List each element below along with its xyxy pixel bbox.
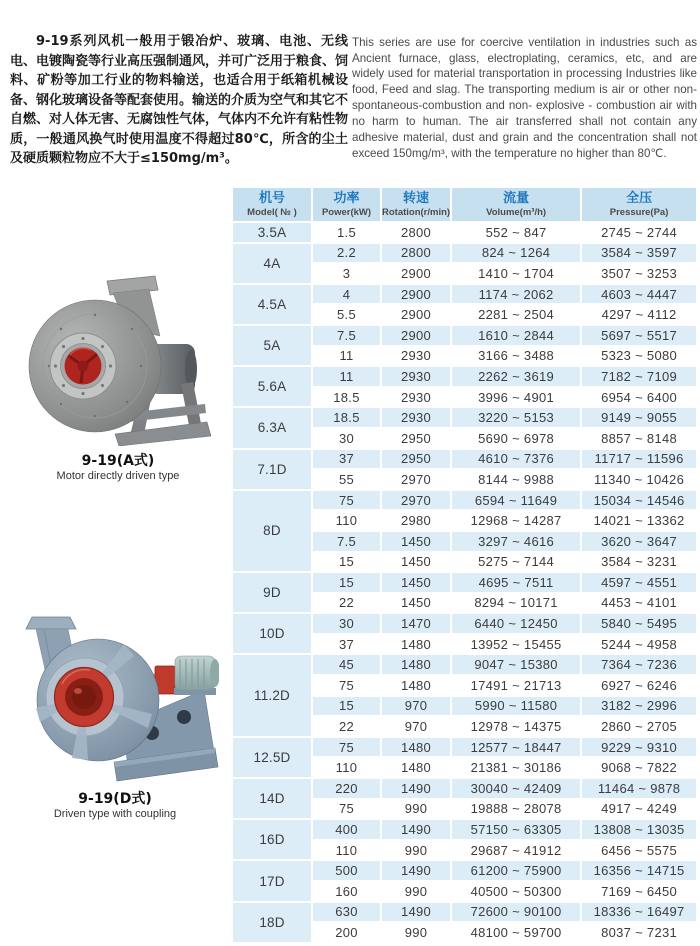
rotation-cell: 2900 (382, 285, 450, 304)
rotation-cell: 2970 (382, 491, 450, 510)
rotation-cell: 2980 (382, 511, 450, 530)
power-cell: 11 (313, 347, 380, 366)
volume-cell: 19888 ~ 28078 (452, 800, 580, 819)
fan-d-type-caption: Driven type with coupling (53, 808, 177, 820)
power-cell: 5.5 (313, 305, 380, 324)
col-header-model-zh: 机号 (258, 191, 285, 206)
power-cell: 22 (313, 717, 380, 736)
power-cell: 15 (313, 697, 380, 716)
fan-type-d-illustration (12, 614, 219, 784)
col-header-power-zh: 功率 (333, 191, 360, 206)
fan-d-model-caption: 9-19(D式) (78, 791, 152, 807)
power-cell: 55 (313, 470, 380, 489)
rotation-cell: 2900 (382, 264, 450, 283)
pressure-cell: 8037 ~ 7231 (582, 923, 696, 942)
col-header-pressure-en: Pressure(Pa) (609, 207, 669, 218)
power-cell: 15 (313, 553, 380, 572)
rotation-cell: 1480 (382, 676, 450, 695)
pressure-cell: 7364 ~ 7236 (582, 655, 696, 674)
power-cell: 18.5 (313, 388, 380, 407)
pressure-cell: 3507 ~ 3253 (582, 264, 696, 283)
rotation-cell: 1490 (382, 903, 450, 922)
fan-type-a-illustration (23, 274, 213, 446)
model-cell: 18D (233, 903, 311, 942)
rotation-cell: 1450 (382, 532, 450, 551)
col-header-rotation (382, 188, 450, 221)
model-cell: 5.6A (233, 367, 311, 406)
col-header-power-en: Power(kW) (321, 207, 372, 218)
rotation-cell: 2900 (382, 305, 450, 324)
volume-cell: 6440 ~ 12450 (452, 614, 580, 633)
power-cell: 30 (313, 614, 380, 633)
model-cell: 4.5A (233, 285, 311, 324)
col-header-volume-zh: 流量 (503, 191, 530, 206)
pressure-cell: 2745 ~ 2744 (582, 223, 696, 242)
model-cell: 7.1D (233, 450, 311, 489)
model-cell: 17D (233, 861, 311, 900)
power-cell: 160 (313, 882, 380, 901)
model-cell: 10D (233, 614, 311, 653)
pressure-cell: 3182 ~ 2996 (582, 697, 696, 716)
intro-paragraph-chinese: 9-19系列风机一般用于锻冶炉、玻璃、电池、无线电、电镀陶瓷等行业高压强制通风，并可广泛用于粮食、饲料、矿粉等加工行业的物料输送，也适合用于纸箱机械设备、钢化玻璃设备等配套使用。输送的介质为空气和其它不自燃、对人体无害、无腐蚀性气体，气体内不允许有粘性物质，一般通风换气时使用温度不得超过80℃，所含的尘土及硬质颗粒物应不大于≤150mg/m³。 (10, 34, 349, 166)
model-cell: 3.5A (233, 223, 311, 242)
power-cell: 30 (313, 429, 380, 448)
pressure-cell: 3584 ~ 3231 (582, 553, 696, 572)
power-cell: 18.5 (313, 408, 380, 427)
table-row (233, 779, 696, 798)
pressure-cell: 4297 ~ 4112 (582, 305, 696, 324)
volume-cell: 12577 ~ 18447 (452, 738, 580, 757)
rotation-cell: 2950 (382, 450, 450, 469)
table-row (233, 820, 696, 839)
power-cell: 7.5 (313, 532, 380, 551)
volume-cell: 8294 ~ 10171 (452, 594, 580, 613)
volume-cell: 5275 ~ 7144 (452, 553, 580, 572)
volume-cell: 13952 ~ 15455 (452, 635, 580, 654)
model-cell: 14D (233, 779, 311, 818)
pressure-cell: 14021 ~ 13362 (582, 511, 696, 530)
volume-cell: 12968 ~ 14287 (452, 511, 580, 530)
power-cell: 110 (313, 511, 380, 530)
power-cell: 45 (313, 655, 380, 674)
volume-cell: 1410 ~ 1704 (452, 264, 580, 283)
model-cell: 6.3A (233, 408, 311, 447)
rotation-cell: 2930 (382, 388, 450, 407)
col-header-model-en: Model( № ) (247, 207, 297, 218)
col-header-pressure-zh: 全压 (626, 191, 653, 206)
rotation-cell: 2930 (382, 347, 450, 366)
rotation-cell: 2970 (382, 470, 450, 489)
rotation-cell: 1480 (382, 635, 450, 654)
pressure-cell: 11340 ~ 10426 (582, 470, 696, 489)
rotation-cell: 1490 (382, 820, 450, 839)
table-row (233, 450, 696, 469)
volume-cell: 29687 ~ 41912 (452, 841, 580, 860)
volume-cell: 1174 ~ 2062 (452, 285, 580, 304)
rotation-cell: 1450 (382, 553, 450, 572)
pressure-cell: 16356 ~ 14715 (582, 861, 696, 880)
rotation-cell: 2900 (382, 326, 450, 345)
volume-cell: 5990 ~ 11580 (452, 697, 580, 716)
product-figure-type-d (6, 614, 224, 821)
rotation-cell: 2800 (382, 244, 450, 263)
volume-cell: 61200 ~ 75900 (452, 861, 580, 880)
volume-cell: 552 ~ 847 (452, 223, 580, 242)
product-figure-type-a (12, 274, 224, 483)
table-row (233, 491, 696, 510)
rotation-cell: 2950 (382, 429, 450, 448)
rotation-cell: 2930 (382, 367, 450, 386)
col-header-volume (452, 188, 580, 221)
volume-cell: 30040 ~ 42409 (452, 779, 580, 798)
volume-cell: 2281 ~ 2504 (452, 305, 580, 324)
volume-cell: 6594 ~ 11649 (452, 491, 580, 510)
pressure-cell: 5244 ~ 4958 (582, 635, 696, 654)
model-cell: 11.2D (233, 655, 311, 735)
volume-cell: 4695 ~ 7511 (452, 573, 580, 592)
volume-cell: 3297 ~ 4616 (452, 532, 580, 551)
volume-cell: 2262 ~ 3619 (452, 367, 580, 386)
pressure-cell: 9068 ~ 7822 (582, 758, 696, 777)
pressure-cell: 4603 ~ 4447 (582, 285, 696, 304)
col-header-power (313, 188, 380, 221)
table-row (233, 367, 696, 386)
rotation-cell: 1450 (382, 594, 450, 613)
power-cell: 22 (313, 594, 380, 613)
volume-cell: 72600 ~ 90100 (452, 903, 580, 922)
volume-cell: 9047 ~ 15380 (452, 655, 580, 674)
model-cell: 5A (233, 326, 311, 365)
volume-cell: 57150 ~ 63305 (452, 820, 580, 839)
pressure-cell: 6456 ~ 5575 (582, 841, 696, 860)
pressure-cell: 6954 ~ 6400 (582, 388, 696, 407)
table-header-row (233, 188, 696, 221)
volume-cell: 3166 ~ 3488 (452, 347, 580, 366)
pressure-cell: 3620 ~ 3647 (582, 532, 696, 551)
model-cell: 12.5D (233, 738, 311, 777)
power-cell: 500 (313, 861, 380, 880)
fan-a-type-caption: Motor directly driven type (56, 470, 180, 482)
volume-cell: 8144 ~ 9988 (452, 470, 580, 489)
power-cell: 75 (313, 738, 380, 757)
rotation-cell: 990 (382, 841, 450, 860)
rotation-cell: 1490 (382, 779, 450, 798)
pressure-cell: 3584 ~ 3597 (582, 244, 696, 263)
power-cell: 630 (313, 903, 380, 922)
power-cell: 400 (313, 820, 380, 839)
rotation-cell: 1480 (382, 738, 450, 757)
table-row (233, 408, 696, 427)
volume-cell: 21381 ~ 30186 (452, 758, 580, 777)
power-cell: 37 (313, 635, 380, 654)
power-cell: 220 (313, 779, 380, 798)
pressure-cell: 2860 ~ 2705 (582, 717, 696, 736)
volume-cell: 824 ~ 1264 (452, 244, 580, 263)
volume-cell: 4610 ~ 7376 (452, 450, 580, 469)
pressure-cell: 4597 ~ 4551 (582, 573, 696, 592)
table-row (233, 223, 696, 242)
pressure-cell: 4917 ~ 4249 (582, 800, 696, 819)
volume-cell: 40500 ~ 50300 (452, 882, 580, 901)
pressure-cell: 5697 ~ 5517 (582, 326, 696, 345)
rotation-cell: 1480 (382, 758, 450, 777)
rotation-cell: 1470 (382, 614, 450, 633)
pressure-cell: 4453 ~ 4101 (582, 594, 696, 613)
fan-a-model-caption: 9-19(A式) (81, 453, 155, 469)
power-cell: 200 (313, 923, 380, 942)
power-cell: 75 (313, 676, 380, 695)
power-cell: 1.5 (313, 223, 380, 242)
rotation-cell: 2800 (382, 223, 450, 242)
pressure-cell: 11464 ~ 9878 (582, 779, 696, 798)
table-row (233, 861, 696, 880)
power-cell: 15 (313, 573, 380, 592)
col-header-model (233, 188, 311, 221)
rotation-cell: 1450 (382, 573, 450, 592)
pressure-cell: 5840 ~ 5495 (582, 614, 696, 633)
table-row (233, 903, 696, 922)
table-row (233, 244, 696, 263)
spec-table (231, 186, 698, 944)
spec-table-body (233, 223, 696, 942)
pressure-cell: 7182 ~ 7109 (582, 367, 696, 386)
volume-cell: 1610 ~ 2844 (452, 326, 580, 345)
rotation-cell: 1490 (382, 861, 450, 880)
pressure-cell: 9229 ~ 9310 (582, 738, 696, 757)
power-cell: 75 (313, 491, 380, 510)
pressure-cell: 7169 ~ 6450 (582, 882, 696, 901)
table-row (233, 573, 696, 592)
model-cell: 16D (233, 820, 311, 859)
col-header-rotation-en: Rotation(r/min) (382, 207, 451, 218)
table-row (233, 285, 696, 304)
model-cell: 9D (233, 573, 311, 612)
table-row (233, 326, 696, 345)
volume-cell: 48100 ~ 59700 (452, 923, 580, 942)
pressure-cell: 8857 ~ 8148 (582, 429, 696, 448)
table-row (233, 738, 696, 757)
model-cell: 4A (233, 244, 311, 283)
volume-cell: 12978 ~ 14375 (452, 717, 580, 736)
intro-paragraph-english: This series are use for coercive ventilation in industries such as Ancient furnace, glass, electroplating, ceramics, etc, and are widely used for material transportation in processing Industries like food, Feed and slag. The transporting medium is air or other non-spontaneous-combustion and non- explosive - combustion air with no harm to human. The air transferred shall not contain any adhesive material, dust and grain and the concentration shall not exceed 150mg/m³, with the temperature no higher than 80℃. (352, 35, 697, 160)
rotation-cell: 2930 (382, 408, 450, 427)
table-row (233, 614, 696, 633)
rotation-cell: 990 (382, 800, 450, 819)
power-cell: 2.2 (313, 244, 380, 263)
pressure-cell: 15034 ~ 14546 (582, 491, 696, 510)
rotation-cell: 990 (382, 923, 450, 942)
volume-cell: 5690 ~ 6978 (452, 429, 580, 448)
col-header-rotation-zh: 转速 (403, 191, 430, 206)
power-cell: 11 (313, 367, 380, 386)
power-cell: 4 (313, 285, 380, 304)
model-cell: 8D (233, 491, 311, 571)
pressure-cell: 9149 ~ 9055 (582, 408, 696, 427)
pressure-cell: 6927 ~ 6246 (582, 676, 696, 695)
volume-cell: 17491 ~ 21713 (452, 676, 580, 695)
pressure-cell: 18336 ~ 16497 (582, 903, 696, 922)
power-cell: 110 (313, 841, 380, 860)
volume-cell: 3996 ~ 4901 (452, 388, 580, 407)
pressure-cell: 11717 ~ 11596 (582, 450, 696, 469)
power-cell: 75 (313, 800, 380, 819)
power-cell: 37 (313, 450, 380, 469)
rotation-cell: 970 (382, 697, 450, 716)
power-cell: 7.5 (313, 326, 380, 345)
rotation-cell: 970 (382, 717, 450, 736)
col-header-volume-en: Volume(m³/h) (486, 207, 547, 218)
power-cell: 110 (313, 758, 380, 777)
pressure-cell: 13808 ~ 13035 (582, 820, 696, 839)
volume-cell: 3220 ~ 5153 (452, 408, 580, 427)
power-cell: 3 (313, 264, 380, 283)
table-row (233, 655, 696, 674)
col-header-pressure (582, 188, 696, 221)
rotation-cell: 990 (382, 882, 450, 901)
rotation-cell: 1480 (382, 655, 450, 674)
pressure-cell: 5323 ~ 5080 (582, 347, 696, 366)
